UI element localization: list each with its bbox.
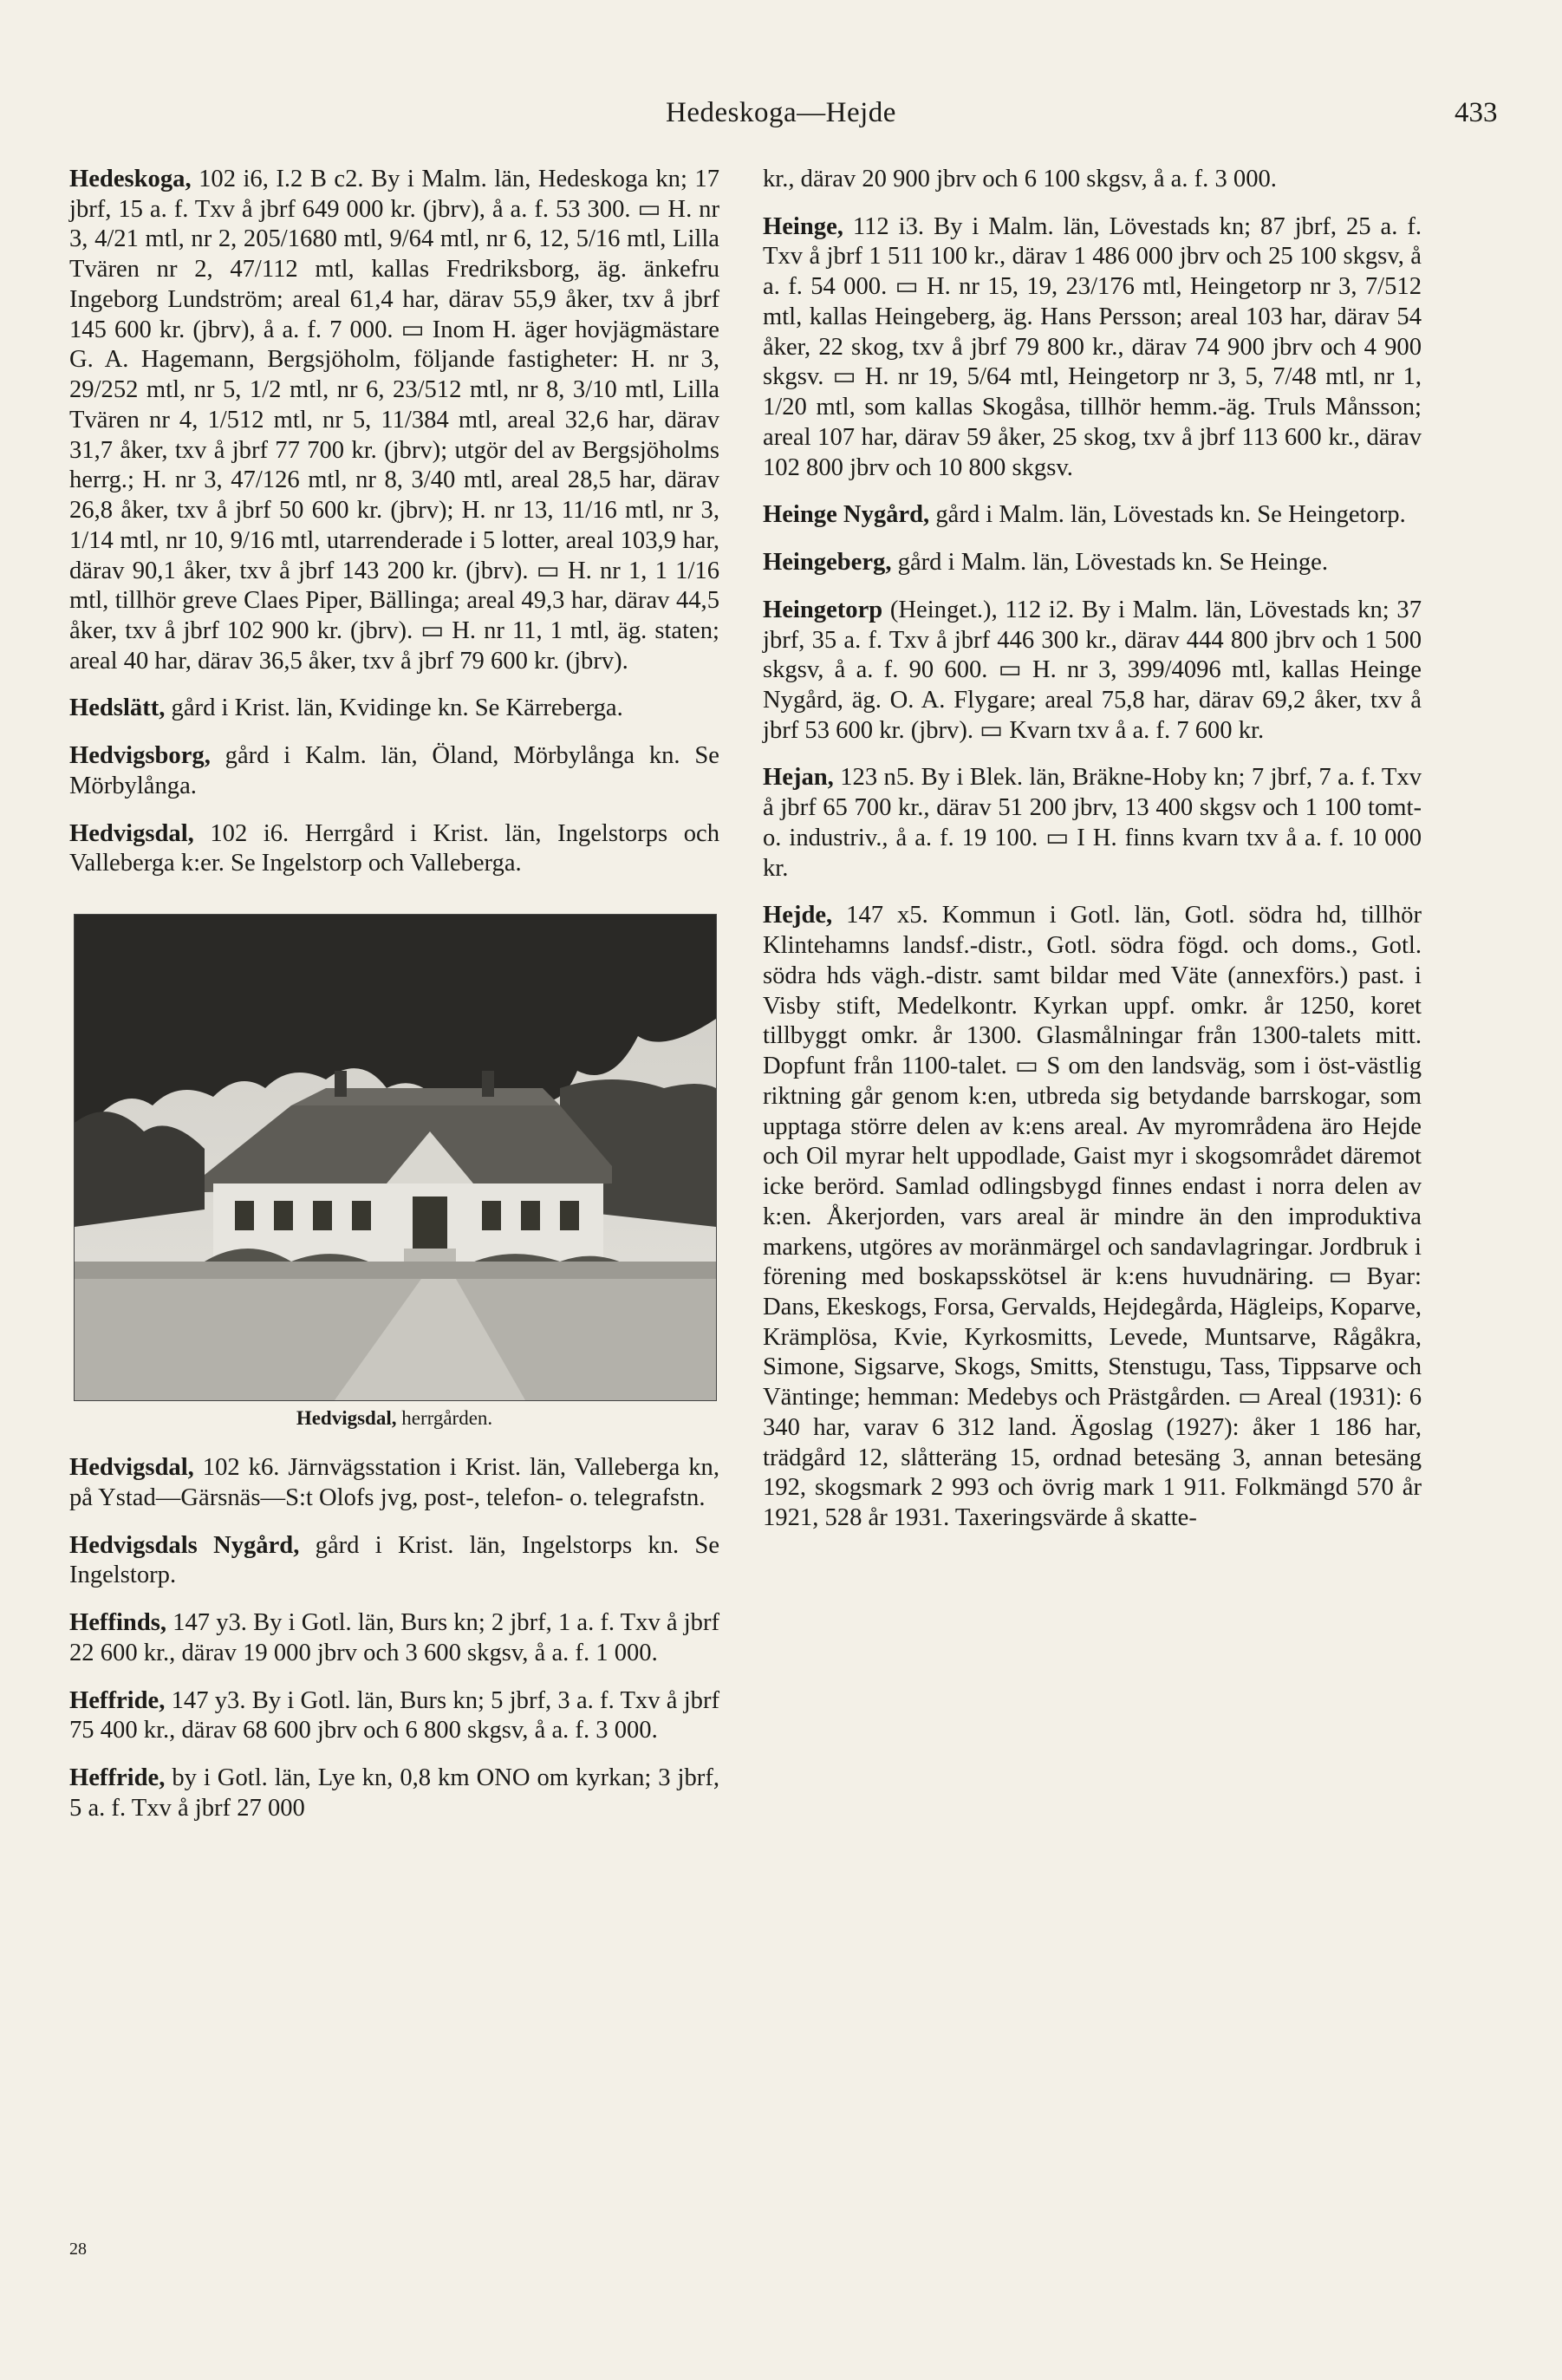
entry-text: gård i Krist. län, Kvidinge kn. Se Kärreberga. (165, 694, 623, 722)
dictionary-entry (69, 1686, 719, 1746)
entry-headword: Hedslätt, (69, 694, 166, 722)
entry-text: gård i Krist. län, Ingelstorps kn. Se Ingelstorp. (69, 1531, 720, 1589)
dictionary-entry (69, 1453, 719, 1513)
caption-text: herrgården. (396, 1407, 493, 1430)
entry-text: 147 x5. Kommun i Gotl. län, Gotl. södra hd, tillhör Klintehamns landsf.-distr., Gotl. södra fögd. och doms., Gotl. södra hds vägh.-distr. samt bildar med Väte (annexförs.) past. i Visby stift, Medelkontr. Kyrkan uppf. omkr. år 1250, koret tillbyggt omkr. år 1300. Glasmålningar från 1300-talets mitt. Dopfunt från 1100-talet. ▭ S om den landsväg, som i öst-västlig riktning går genom k:en, utbreda sig betydande barrskogar, som upptaga större delen av k:ens areal. Av myrområdena äro Hejde och Oil myrar helt uppodlade, Gaist myr i skogsområdet däremot icke berörd. Samlad odlingsbygd finnes endast i norra delen av k:en. Åkerjorden, vars areal är mindre än den improduktiva markens, utgöres av moränmärgel och sandavlagringar. Jordbruk i förening med boskapsskötsel är k:ens huvudnäring. ▭ Byar: Dans, Ekeskogs, Forsa, Gervalds, Hejdegårda, Hägleips, Koparve, Krämplösa, Kvie, Kyrkosmitts, Levede, Muntsarve, Rågåkra, Simone, Sigsarve, Skogs, Smitts, Stenstugu, Tass, Tippsarve och Väntinge; hemman: Medebys och Prästgården. ▭ Areal (1931): 6 340 har, varav 6 312 land. Ägoslag (1927): åker 1 186 har, trädgård 12, slåtteräng 15, ordnad betesäng 3, annan betesäng 192, skogsmark 2 993 och övrig mark 1 911. Folkmängd 570 år 1921, 528 år 1931. Taxeringsvärde å skatte- (763, 902, 1422, 1532)
left-column (69, 165, 719, 1841)
entry-headword: Heffride, (69, 1764, 166, 1791)
entry-headword: Hedvigsdal, (69, 1454, 194, 1482)
entry-text: 102 i6, I.2 B c2. By i Malm. län, Hedeskoga kn; 17 jbrf, 15 a. f. Txv å jbrf 649 000 kr. (jbrv), å a. f. 53 300. ▭ H. nr 3, 4/21 mtl, nr 2, 205/1680 mtl, 9/64 mtl, nr 6, 12, 5/16 mtl, Lilla Tvären nr 2, 47/112 mtl, kallas Fredriksborg, äg. änkefru Ingeborg Lundström; areal 61,4 har, därav 55,9 åker, txv å jbrf 145 600 kr. (jbrv), å a. f. 7 000. ▭ Inom H. äger hovjägmästare G. A. Hagemann, Bergsjöholm, följande fastigheter: H. nr 3, 29/252 mtl, nr 5, 1/2 mtl, nr 6, 23/512 mtl, nr 8, 3/10 mtl, Lilla Tvären nr 4, 1/512 mtl, nr 5, 11/384 mtl, areal 32,6 har, därav 31,7 åker, txv å jbrf 77 700 kr. (jbrv); utgör del av Bergsjöholms herrg.; H. nr 3, 47/126 mtl, nr 8, 3/40 mtl, areal 28,5 har, därav 26,8 åker, txv å jbrf 50 600 kr. (jbrv); H. nr 13, 11/16 mtl, nr 3, 1/14 mtl, nr 10, 9/16 mtl, utarrenderade i 5 lotter, areal 103,9 har, därav 90,1 åker, txv å jbrf 143 200 kr. (jbrv). ▭ H. nr 1, 1 1/16 mtl, tillhör greve Claes Piper, Bällinga; areal 49,3 har, därav 44,5 åker, txv å jbrf 102 900 kr. (jbrv). ▭ H. nr 11, 1 mtl, äg. staten; areal 40 har, därav 36,5 åker, txv å jbrf 79 600 kr. (jbrv). (69, 166, 719, 675)
entry-text: by i Gotl. län, Lye kn, 0,8 km ONO om kyrkan; 3 jbrf, 5 a. f. Txv å jbrf 27 000 (69, 1764, 719, 1822)
entry-headword: Heinge, (763, 212, 843, 240)
entry-headword: Heingeberg, (763, 549, 892, 577)
entry-headword: Hedvigsborg, (69, 742, 211, 770)
entry-headword: Heffinds, (69, 1609, 167, 1637)
caption-bold: Hedvigsdal, (296, 1407, 397, 1430)
entry-headword: Hedvigsdals Nygård, (69, 1531, 300, 1559)
manor-house-photo (74, 914, 717, 1401)
entry-headword: Heffride, (69, 1686, 166, 1714)
photo-caption (74, 1406, 715, 1431)
entry-text: 147 y3. By i Gotl. län, Burs kn; 5 jbrf, 3 a. f. Txv å jbrf 75 400 kr., därav 68 600 jbrv och 6 800 skgsv, å a. f. 3 000. (69, 1686, 719, 1744)
dictionary-entry (763, 596, 1422, 747)
photo-figure (74, 914, 715, 1431)
running-head: Hedeskoga—Hejde (666, 97, 896, 128)
entry-headword: Hejde, (763, 902, 833, 929)
dictionary-entry (763, 500, 1422, 531)
entry-headword: Hedvigsdal, (69, 819, 194, 847)
dictionary-entry (69, 1531, 719, 1591)
dictionary-entry (69, 1608, 719, 1668)
entry-headword: Heingetorp (763, 596, 883, 623)
entry-text: gård i Malm. län, Lövestads kn. Se Heinge. (891, 549, 1328, 577)
entry-text: 123 n5. By i Blek. län, Bräkne-Hoby kn; 7 jbrf, 7 a. f. Txv å jbrf 65 700 kr., därav 51 200 jbrv, 13 400 skgsv och 1 100 tomt- o. industriv., å a. f. 19 100. ▭ I H. finns kvarn txv å a. f. 10 000 kr. (763, 764, 1422, 882)
dictionary-entry (69, 1764, 719, 1823)
entry-text: 147 y3. By i Gotl. län, Burs kn; 2 jbrf, 1 a. f. Txv å jbrf 22 600 kr., därav 19 000 jbrv och 3 600 skgsv, å a. f. 1 000. (69, 1609, 720, 1666)
dictionary-entry (763, 763, 1422, 884)
right-column (763, 165, 1422, 1551)
right-entries (763, 165, 1422, 1534)
dictionary-entry (69, 694, 719, 724)
left-entries-after (69, 1453, 719, 1823)
entry-text: gård i Malm. län, Lövestads kn. Se Heingetorp. (929, 501, 1406, 529)
entry-text: 102 i6. Herrgård i Krist. län, Ingelstorps och Valleberga k:er. Se Ingelstorp och Valleberga. (69, 819, 719, 877)
entry-text: 102 k6. Järnvägsstation i Krist. län, Valleberga kn, på Ystad—Gärsnäs—S:t Olofs jvg, post-, telefon- o. telegrafstn. (69, 1454, 719, 1511)
page-number: 433 (1455, 97, 1498, 128)
dictionary-entry (69, 819, 719, 879)
dictionary-entry (763, 901, 1422, 1533)
entry-headword: Heinge Nygård, (763, 501, 930, 529)
dictionary-entry (69, 165, 719, 676)
entry-text: (Heinget.), 112 i2. By i Malm. län, Lövestads kn; 37 jbrf, 35 a. f. Txv å jbrf 446 300 kr., därav 444 800 jbrv och 1 500 skgsv, å a. f. 90 600. ▭ H. nr 3, 399/4096 mtl, kallas Heinge Nygård, äg. O. A. Flygare; areal 75,8 har, därav 69,2 åker, txv å jbrf 53 600 kr. (jbrv). ▭ Kvarn txv å a. f. 7 600 kr. (763, 596, 1422, 744)
entry-text: gård i Kalm. län, Öland, Mörbylånga kn. Se Mörbylånga. (69, 742, 719, 799)
entry-text: kr., därav 20 900 jbrv och 6 100 skgsv, å a. f. 3 000. (763, 166, 1277, 192)
dictionary-entry (763, 212, 1422, 484)
entry-headword: Hedeskoga, (69, 166, 192, 192)
left-entries (69, 165, 719, 879)
entry-headword: Hejan, (763, 764, 834, 792)
dictionary-entry (69, 741, 719, 801)
dictionary-entry (763, 165, 1422, 195)
signature-mark: 28 (69, 2240, 87, 2259)
dictionary-entry (763, 548, 1422, 578)
entry-text: 112 i3. By i Malm. län, Lövestads kn; 87 jbrf, 25 a. f. Txv å jbrf 1 511 100 kr., därav 1 486 000 jbrv och 25 100 skgsv, å a. f. 54 000. ▭ H. nr 15, 19, 23/176 mtl, Heingetorp nr 3, 7/512 mtl, kallas Heingeberg, äg. Hans Persson; areal 103 har, därav 54 åker, 22 skog, txv å jbrf 79 800 kr., därav 74 900 jbrv och 4 900 skgsv. ▭ H. nr 19, 5/64 mtl, Heingetorp nr 3, 5, 7/48 mtl, nr 1, 1/20 mtl, som kallas Skogåsa, tillhör hemm.-äg. Truls Månsson; areal 107 har, därav 59 åker, 25 skog, txv å jbrf 113 600 kr., därav 102 800 jbrv och 10 800 skgsv. (763, 212, 1422, 481)
